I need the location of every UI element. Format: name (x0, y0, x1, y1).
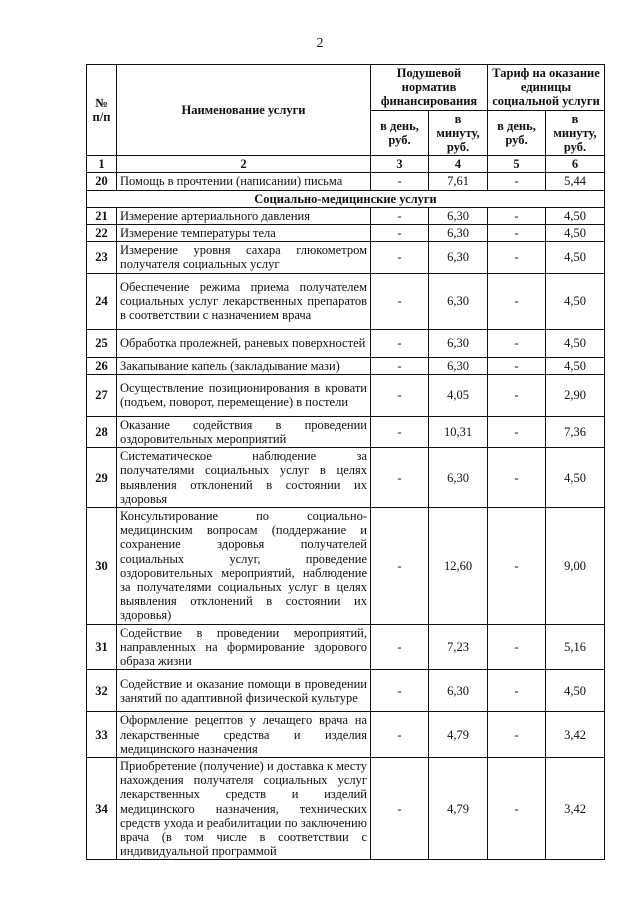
service-name: Оказание содействия в проведении оздоровительных мероприятий (117, 416, 371, 447)
column-number: 2 (117, 156, 371, 173)
norm-per-minute: 6,30 (429, 670, 488, 712)
table-row (87, 173, 605, 190)
service-name: Измерение артериального давления (117, 207, 371, 224)
tariff-per-day: - (488, 416, 546, 447)
tariff-per-day: - (488, 624, 546, 670)
norm-per-minute: 7,23 (429, 624, 488, 670)
tariff-per-day: - (488, 329, 546, 357)
service-name: Содействие в проведении мероприятий, направленных на формирование здорового образа жизни (117, 624, 371, 670)
tariff-per-minute: 4,50 (546, 670, 605, 712)
tariff-per-minute: 5,44 (546, 173, 605, 190)
tariff-per-minute: 3,42 (546, 757, 605, 859)
tariff-per-minute: 5,16 (546, 624, 605, 670)
norm-per-day: - (371, 207, 429, 224)
table-row (87, 670, 605, 712)
tariff-per-minute: 4,50 (546, 207, 605, 224)
table-row (87, 242, 605, 273)
norm-per-day: - (371, 712, 429, 758)
row-number: 24 (87, 273, 117, 329)
tariff-per-minute: 2,90 (546, 374, 605, 416)
row-number: 27 (87, 374, 117, 416)
tariff-per-day: - (488, 712, 546, 758)
norm-per-minute: 4,79 (429, 757, 488, 859)
norm-per-minute: 10,31 (429, 416, 488, 447)
norm-per-minute: 7,61 (429, 173, 488, 190)
norm-per-day: - (371, 624, 429, 670)
table-row (87, 448, 605, 508)
table-row (87, 757, 605, 859)
header-norm-per-day: в день, руб. (371, 110, 429, 156)
tariff-per-day: - (488, 225, 546, 242)
service-name: Закапывание капель (закладывание мази) (117, 357, 371, 374)
norm-per-minute: 6,30 (429, 448, 488, 508)
header-name: Наименование услуги (117, 65, 371, 156)
norm-per-minute: 6,30 (429, 357, 488, 374)
service-name: Измерение температуры тела (117, 225, 371, 242)
tariff-per-day: - (488, 448, 546, 508)
service-name: Систематическое наблюдение за получателями социальных услуг в целях выявления отклонений в состоянии их здоровья (117, 448, 371, 508)
tariff-per-minute: 4,50 (546, 225, 605, 242)
norm-per-day: - (371, 757, 429, 859)
header-tariff-per-minute: в минуту, руб. (546, 110, 605, 156)
column-number: 5 (488, 156, 546, 173)
service-name: Оформление рецептов у лечащего врача на лекарственные средства и изделия медицинского назначения (117, 712, 371, 758)
header-norm-group: Подушевой норматив финансирования (371, 65, 488, 111)
tariff-per-day: - (488, 757, 546, 859)
norm-per-day: - (371, 670, 429, 712)
page-number: 2 (316, 36, 324, 51)
tariff-table (86, 64, 605, 860)
tariff-per-minute: 4,50 (546, 448, 605, 508)
table-row (87, 357, 605, 374)
column-number: 3 (371, 156, 429, 173)
table-row (87, 508, 605, 625)
row-number: 26 (87, 357, 117, 374)
tariff-per-minute: 4,50 (546, 242, 605, 273)
section-title: Социально-медицинские услуги (87, 190, 605, 207)
service-name: Помощь в прочтении (написании) письма (117, 173, 371, 190)
column-number-row (87, 156, 605, 173)
row-number: 31 (87, 624, 117, 670)
row-number: 28 (87, 416, 117, 447)
tariff-per-day: - (488, 357, 546, 374)
row-number: 29 (87, 448, 117, 508)
row-number: 33 (87, 712, 117, 758)
table-row (87, 624, 605, 670)
service-name: Измерение уровня сахара глюкометром получателя социальных услуг (117, 242, 371, 273)
row-number: 32 (87, 670, 117, 712)
tariff-per-day: - (488, 374, 546, 416)
norm-per-day: - (371, 225, 429, 242)
section-row (87, 190, 605, 207)
table-row (87, 207, 605, 224)
table-row (87, 329, 605, 357)
norm-per-day: - (371, 273, 429, 329)
norm-per-minute: 6,30 (429, 242, 488, 273)
service-name: Обеспечение режима приема получателем социальных услуг лекарственных препаратов в соответствии с назначением врача (117, 273, 371, 329)
service-name: Осуществление позиционирования в кровати (подъем, поворот, перемещение) в постели (117, 374, 371, 416)
norm-per-day: - (371, 374, 429, 416)
table-row (87, 374, 605, 416)
column-number: 6 (546, 156, 605, 173)
tariff-per-minute: 4,50 (546, 357, 605, 374)
header-num: № п/п (87, 65, 117, 156)
row-number: 23 (87, 242, 117, 273)
norm-per-day: - (371, 416, 429, 447)
row-number: 30 (87, 508, 117, 625)
tariff-per-day: - (488, 207, 546, 224)
tariff-per-day: - (488, 670, 546, 712)
header-tariff-group: Тариф на оказание единицы социальной услуги (488, 65, 605, 111)
tariff-per-minute: 4,50 (546, 273, 605, 329)
norm-per-day: - (371, 357, 429, 374)
column-number: 4 (429, 156, 488, 173)
tariff-per-minute: 4,50 (546, 329, 605, 357)
row-number: 22 (87, 225, 117, 242)
tariff-per-minute: 7,36 (546, 416, 605, 447)
norm-per-day: - (371, 242, 429, 273)
row-number: 20 (87, 173, 117, 190)
tariff-per-day: - (488, 508, 546, 625)
norm-per-day: - (371, 448, 429, 508)
service-name: Приобретение (получение) и доставка к месту нахождения получателя социальных услуг лекарственных средств и изделий медицинского назначения, технических средств ухода и реабилитации по заключению врача (в том числе в соответствии с индивидуальной программой (117, 757, 371, 859)
norm-per-minute: 4,79 (429, 712, 488, 758)
table-row (87, 416, 605, 447)
table-row (87, 273, 605, 329)
tariff-per-day: - (488, 242, 546, 273)
column-number: 1 (87, 156, 117, 173)
header-norm-per-minute: в минуту, руб. (429, 110, 488, 156)
header-tariff-per-day: в день, руб. (488, 110, 546, 156)
service-name: Консультирование по социально-медицинским вопросам (поддержание и сохранение здоровья получателей социальных услуг, проведение оздоровительных мероприятий, наблюдение за получателями социальных услуг в целях выявления отклонений в состоянии их здоровья) (117, 508, 371, 625)
row-number: 25 (87, 329, 117, 357)
table-row (87, 225, 605, 242)
norm-per-minute: 4,05 (429, 374, 488, 416)
page-bottom-margin (0, 866, 640, 905)
tariff-per-day: - (488, 273, 546, 329)
table-row (87, 712, 605, 758)
tariff-per-minute: 3,42 (546, 712, 605, 758)
norm-per-day: - (371, 508, 429, 625)
norm-per-day: - (371, 329, 429, 357)
tariff-per-day: - (488, 173, 546, 190)
norm-per-day: - (371, 173, 429, 190)
norm-per-minute: 6,30 (429, 329, 488, 357)
service-name: Содействие и оказание помощи в проведении занятий по адаптивной физической культуре (117, 670, 371, 712)
row-number: 34 (87, 757, 117, 859)
norm-per-minute: 6,30 (429, 225, 488, 242)
norm-per-minute: 12,60 (429, 508, 488, 625)
tariff-per-minute: 9,00 (546, 508, 605, 625)
row-number: 21 (87, 207, 117, 224)
service-name: Обработка пролежней, раневых поверхностей (117, 329, 371, 357)
norm-per-minute: 6,30 (429, 207, 488, 224)
norm-per-minute: 6,30 (429, 273, 488, 329)
